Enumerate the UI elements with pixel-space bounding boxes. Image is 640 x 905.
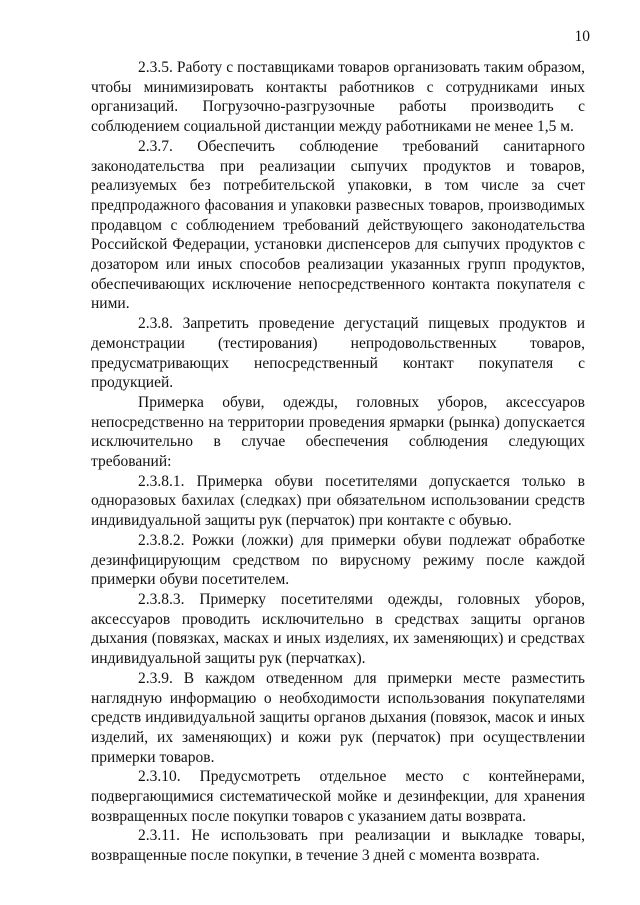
paragraph-2-3-8-1: 2.3.8.1. Примерка обуви посетителями допускается только в одноразовых бахилах (следках) при обязательном использовании средств индивидуальной защиты рук (перчаток) при контакте с обувью. — [91, 472, 585, 530]
paragraph-2-3-5: 2.3.5. Работу с поставщиками товаров организовать таким образом, чтобы минимизировать контакты работников с сотрудниками иных организаций. Погрузочно-разгрузочные работы производить с соблюдением социальной дистанции между работниками не менее 1,5 м. — [91, 59, 585, 136]
paragraph-2-3-9: 2.3.9. В каждом отведенном для примерки месте разместить наглядную информацию о необходимости использования покупателями средств индивидуальной защиты органов дыхания (повязок, масок и иных изделий, их заменяющих) и кожи рук (перчаток) при осуществлении примерки товаров. — [91, 669, 585, 766]
paragraph-2-3-10: 2.3.10. Предусмотреть отдельное место с контейнерами, подвергающимися систематической мойке и дезинфекции, для хранения возвращенных после покупки товаров с указанием даты возврата. — [91, 768, 585, 825]
paragraph-2-3-7: 2.3.7. Обеспечить соблюдение требований санитарного законодательства при реализации сыпучих продуктов и товаров, реализуемых без потребительской упаковки, в том числе за счет предпродажного фасования и упаковки развесных товаров, производимых продавцом с соблюдением требований действующего законодательства Российской Федерации, установки диспенсеров для сыпучих продуктов с дозатором или иных способов реализации указанных групп продуктов, обеспечивающих исключение непосредственного контакта покупателя с ними. — [91, 137, 585, 313]
page-number: 10 — [574, 28, 590, 45]
paragraph-2-3-8-2: 2.3.8.2. Рожки (ложки) для примерки обуви подлежат обработке дезинфицирующим средством по вирусному режиму после каждой примерки обуви посетителем. — [91, 531, 585, 589]
paragraph-2-3-8: 2.3.8. Запретить проведение дегустаций пищевых продуктов и демонстрации (тестирования) непродовольственных товаров, предусматривающих непосредственный контакт покупателя с продукцией. — [91, 315, 585, 392]
paragraph-2-3-11: 2.3.11. Не использовать при реализации и выкладке товары, возвращенные после покупки, в течение 3 дней с момента возврата. — [91, 827, 585, 865]
document-body — [91, 58, 585, 866]
paragraph-2-3-8-3: 2.3.8.3. Примерку посетителями одежды, головных уборов, аксессуаров проводить исключительно в средствах защиты органов дыхания (повязках, масках и иных изделиях, их заменяющих) и средствах индивидуальной защиты рук (перчатках). — [91, 590, 585, 668]
paragraph-fitting-rules: Примерка обуви, одежды, головных уборов, аксессуаров непосредственно на территории проведения ярмарки (рынка) допускается исключительно в случае обеспечения соблюдения следующих требований: — [91, 393, 585, 471]
